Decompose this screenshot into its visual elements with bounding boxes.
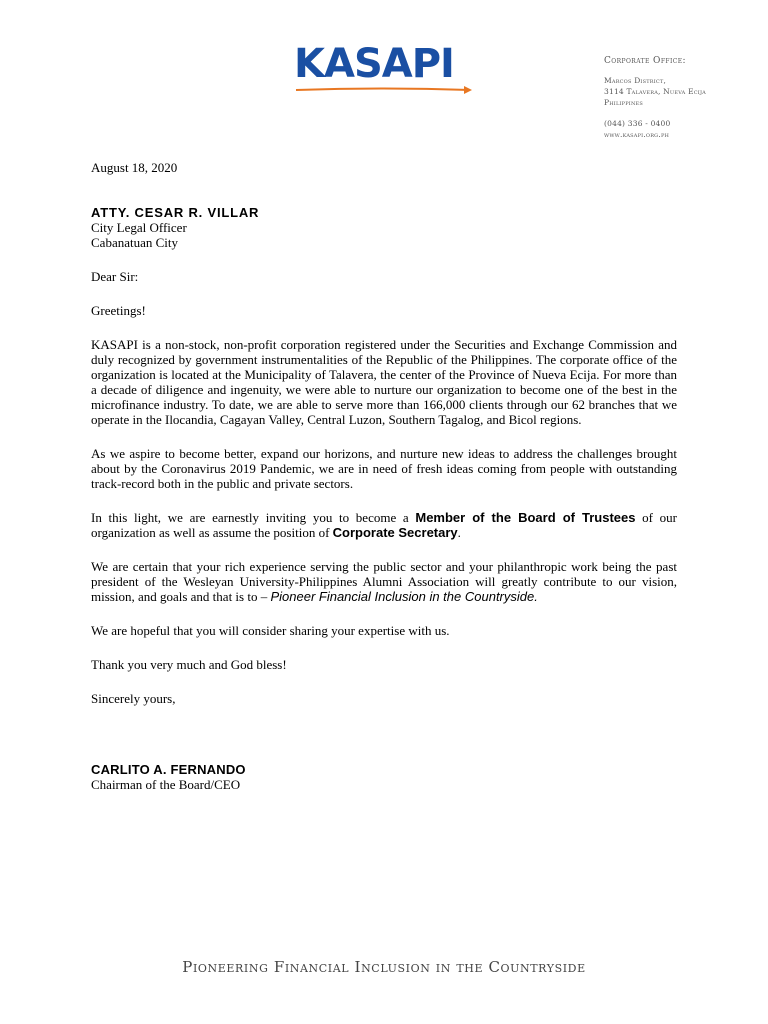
paragraph-thanks: Thank you very much and God bless! — [91, 657, 287, 672]
vision-text: We are certain that your rich experience serving the public sector and your philanthropic work being the past president of the Wesleyan University-Philippines Alumni Association will greatly contribute to our vision, mission, and goals and that is to – — [91, 559, 677, 604]
logo-wordmark: KASAPI — [294, 41, 454, 87]
recipient-name: ATTY. CESAR R. VILLAR — [91, 205, 260, 220]
recipient-city: Cabanatuan City — [91, 235, 179, 250]
office-address-line: 3114 Talavera, Nueva Ecija — [604, 87, 706, 96]
kasapi-logo — [294, 40, 476, 96]
letter-body — [91, 160, 677, 792]
office-phone: (044) 336 - 0400 — [604, 119, 671, 128]
office-website: www.kasapi.org.ph — [604, 130, 670, 139]
office-heading: Corporate Office: — [604, 56, 686, 66]
office-address-line: Marcos District, — [604, 76, 667, 85]
logo-swoosh-icon — [294, 82, 476, 96]
letter-date: August 18, 2020 — [91, 160, 178, 175]
invitation-text: In this light, we are earnestly inviting you to become a — [91, 510, 416, 525]
corporate-office-block — [604, 56, 754, 140]
salutation: Dear Sir: — [91, 269, 139, 284]
office-address-line: Philippines — [604, 98, 644, 107]
paragraph-invitation — [91, 510, 677, 540]
secretary-position: Corporate Secretary — [332, 525, 458, 540]
board-position: Member of the Board of Trustees — [415, 510, 636, 525]
greeting: Greetings! — [91, 303, 146, 318]
footer-tagline: Pioneering Financial Inclusion in the Countryside — [182, 958, 586, 976]
recipient-title: City Legal Officer — [91, 220, 187, 235]
paragraph-vision — [91, 559, 677, 604]
closing: Sincerely yours, — [91, 691, 176, 706]
signer-title: Chairman of the Board/CEO — [91, 777, 241, 792]
invitation-text: of our organization as well as assume the position of — [91, 510, 677, 540]
paragraph-intro: KASAPI is a non-stock, non-profit corporation registered under the Securities and Exchange Commission and duly recognized by government instrumentalities of the Republic of the Philippines. The corporate office of the organization is located at the Municipality of Talavera, the center of the Province of Nueva Ecija. For more than a decade of diligence and ingenuity, we were able to nurture our organization to become one of the best in the microfinance industry. To date, we are able to serve more than 166,000 clients through our 62 branches that we operate in the Ilocandia, Cagayan Valley, Central Luzon, Southern Tagalog, and Bicol regions. — [91, 337, 677, 427]
paragraph-aspiration: As we aspire to become better, expand our horizons, and nurture new ideas to address the challenges brought about by the Coronavirus 2019 Pandemic, we are in need of fresh ideas coming from people with outstanding track-record both in the public and private sectors. — [91, 446, 677, 491]
vision-tagline: Pioneer Financial Inclusion in the Countryside. — [270, 589, 538, 604]
invitation-text: . — [457, 525, 461, 540]
paragraph-hope: We are hopeful that you will consider sharing your expertise with us. — [91, 623, 450, 638]
signer-name: CARLITO A. FERNANDO — [91, 762, 246, 777]
